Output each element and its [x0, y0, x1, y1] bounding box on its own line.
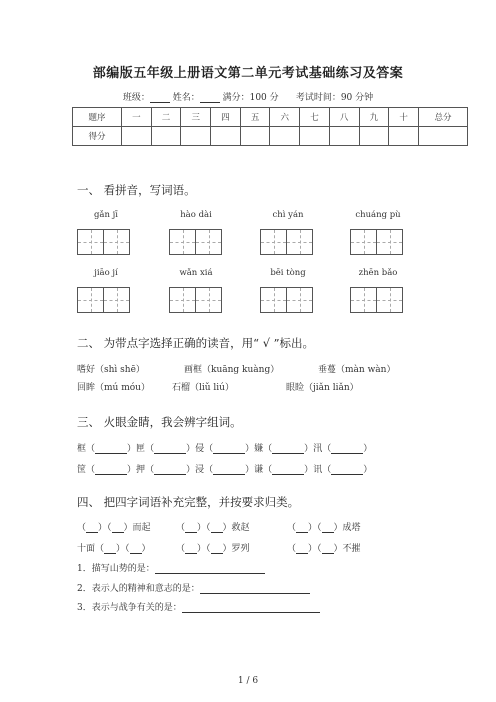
idiom-item: （ ）（ ）而起	[77, 523, 151, 533]
char: 匣	[136, 444, 146, 454]
reading-options: （màn wàn）	[336, 365, 396, 375]
header-cell: 七	[300, 108, 330, 127]
pinyin: chuáng pù	[355, 210, 401, 220]
score-cell[interactable]	[270, 127, 300, 146]
row-label: 得分	[73, 127, 122, 146]
writing-grid[interactable]	[77, 287, 130, 313]
header-cell: 一	[122, 108, 152, 127]
score-cell[interactable]	[329, 127, 359, 146]
pinyin: zhēn bǎo	[358, 268, 398, 278]
name-label: 姓名：	[172, 93, 200, 103]
reading-word: 石榴	[172, 383, 191, 393]
idiom-item: （ ）（ ）救赵	[176, 523, 250, 533]
reading-item[interactable]	[77, 362, 145, 375]
reading-word: 眼睑	[286, 383, 305, 393]
score-table-header	[73, 108, 468, 127]
answer-blank[interactable]	[213, 444, 245, 454]
question-1	[77, 561, 265, 574]
section1-title: 一、 看拼音，写词语。	[77, 183, 196, 197]
header-cell: 五	[240, 108, 270, 127]
answer-blank[interactable]	[272, 465, 304, 475]
idiom-text: 而起	[132, 523, 151, 533]
char: 框	[77, 444, 87, 454]
idiom-text: 不摧	[342, 544, 361, 554]
reading-item[interactable]	[286, 380, 359, 393]
writing-grid[interactable]	[169, 287, 222, 313]
char: 嫌	[254, 444, 264, 454]
writing-grid[interactable]	[169, 229, 222, 255]
score-cell[interactable]	[181, 127, 211, 146]
answer-line[interactable]	[182, 603, 320, 613]
idiom-text: 罗列	[231, 544, 250, 554]
answer-blank[interactable]	[211, 523, 223, 533]
answer-blank[interactable]	[112, 523, 124, 533]
answer-blank[interactable]	[185, 523, 197, 533]
answer-blank[interactable]	[331, 465, 363, 475]
pinyin: wǎn xiá	[179, 268, 213, 278]
answer-blank[interactable]	[104, 544, 116, 554]
exam-time: 考试时间：90 分钟	[295, 93, 374, 103]
idiom-item: 十面（ ）（ ）	[77, 544, 151, 554]
answer-blank[interactable]	[331, 444, 363, 454]
reading-options: （mú móu）	[95, 383, 150, 393]
score-cell[interactable]	[211, 127, 241, 146]
header-cell: 八	[329, 108, 359, 127]
reading-word: 回眸	[77, 383, 96, 393]
reading-item[interactable]	[318, 362, 395, 375]
reading-options: （liǔ liú）	[190, 383, 234, 393]
class-blank	[150, 93, 170, 103]
question-text: 2．表示人的精神和意志的是：	[77, 584, 200, 594]
idiom-text: 十面	[77, 544, 96, 554]
reading-item[interactable]	[172, 380, 234, 393]
answer-line[interactable]	[200, 584, 310, 594]
score-cell[interactable]	[419, 127, 468, 146]
reading-item[interactable]	[184, 362, 279, 375]
reading-item[interactable]	[77, 380, 150, 393]
question-3	[77, 600, 320, 613]
idiom-text: 救赵	[231, 523, 250, 533]
answer-blank[interactable]	[154, 465, 186, 475]
reading-word: 画框	[184, 365, 203, 375]
score-cell[interactable]	[151, 127, 181, 146]
writing-grid[interactable]	[260, 229, 313, 255]
score-cell[interactable]	[240, 127, 270, 146]
section2-title: 二、 为带点字选择正确的读音，用“ √ ”标出。	[77, 336, 315, 350]
question-text: 3．表示与战争有关的是：	[77, 603, 182, 613]
idiom-text: 成塔	[342, 523, 361, 533]
answer-blank[interactable]	[296, 544, 308, 554]
full-score: 满分：100 分	[222, 93, 279, 103]
reading-options: （jiǎn liǎn）	[304, 383, 359, 393]
reading-word: 嗜好	[77, 365, 96, 375]
char-row: 筐（ ）押（ ）浸（ ）谦（ ）讯（ ）	[77, 465, 373, 475]
section3-title: 三、 火眼金睛，我会辨字组词。	[77, 415, 242, 429]
answer-blank[interactable]	[211, 544, 223, 554]
header-cell: 四	[211, 108, 241, 127]
section4-title: 四、 把四字词语补充完整，并按要求归类。	[77, 495, 300, 509]
answer-blank[interactable]	[86, 523, 98, 533]
idiom-item: （ ）（ ）不摧	[287, 544, 361, 554]
exam-info	[0, 90, 496, 103]
question-2	[77, 581, 310, 594]
question-text: 1．描写山势的是：	[77, 564, 155, 574]
char-row: 框（ ）匣（ ）侵（ ）嫌（ ）汛（ ）	[77, 444, 373, 454]
header-cell: 三	[181, 108, 211, 127]
answer-blank[interactable]	[130, 544, 142, 554]
header-cell: 题序	[73, 108, 122, 127]
answer-blank[interactable]	[213, 465, 245, 475]
writing-grid[interactable]	[260, 287, 313, 313]
answer-blank[interactable]	[95, 465, 127, 475]
pinyin: bēi tòng	[270, 268, 306, 278]
reading-options: （kuāng kuàng）	[202, 365, 280, 375]
char: 押	[136, 465, 146, 475]
header-cell: 十	[389, 108, 419, 127]
char: 侵	[195, 444, 205, 454]
reading-word: 垂蔓	[318, 365, 337, 375]
writing-grid[interactable]	[350, 287, 403, 313]
pinyin: chì yán	[272, 210, 304, 220]
writing-grid[interactable]	[77, 229, 130, 255]
header-cell: 九	[359, 108, 389, 127]
char: 筐	[77, 465, 87, 475]
answer-blank[interactable]	[296, 523, 308, 533]
score-cell[interactable]	[122, 127, 152, 146]
page-title: 部编版五年级上册语文第二单元考试基础练习及答案	[92, 66, 404, 81]
answer-blank[interactable]	[322, 523, 334, 533]
score-table	[72, 107, 468, 146]
idiom-item: （ ）（ ）罗列	[176, 544, 250, 554]
char: 讯	[313, 465, 323, 475]
header-cell: 二	[151, 108, 181, 127]
char: 谦	[254, 465, 264, 475]
header-cell: 总分	[419, 108, 468, 127]
answer-blank[interactable]	[272, 444, 304, 454]
class-label: 班级：	[122, 93, 150, 103]
header-cell: 六	[270, 108, 300, 127]
score-table-row	[73, 127, 468, 146]
score-cell[interactable]	[300, 127, 330, 146]
pinyin: hào dài	[180, 210, 212, 220]
answer-blank[interactable]	[322, 544, 334, 554]
answer-blank[interactable]	[95, 444, 127, 454]
page-number: 1 / 6	[237, 676, 259, 686]
answer-blank[interactable]	[154, 444, 186, 454]
answer-blank[interactable]	[185, 544, 197, 554]
char: 汛	[313, 444, 323, 454]
char: 浸	[195, 465, 205, 475]
reading-options: （shì shē）	[95, 365, 145, 375]
writing-grid[interactable]	[350, 229, 403, 255]
score-cell[interactable]	[389, 127, 419, 146]
score-cell[interactable]	[359, 127, 389, 146]
idiom-item: （ ）（ ）成塔	[287, 523, 361, 533]
pinyin: jiāo jí	[94, 268, 118, 278]
answer-line[interactable]	[155, 564, 265, 574]
name-blank	[200, 93, 220, 103]
pinyin: gǎn jī	[93, 210, 119, 220]
